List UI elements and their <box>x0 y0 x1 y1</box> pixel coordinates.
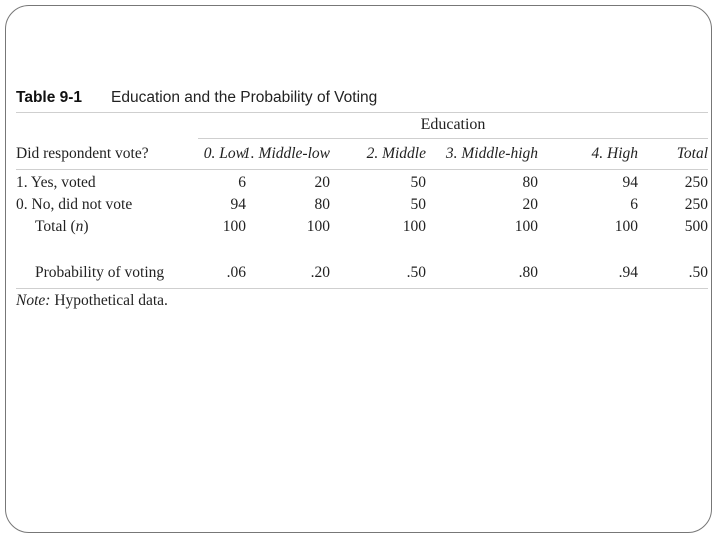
row-label: 1. Yes, voted <box>16 174 96 191</box>
row-label: Probability of voting <box>35 264 165 281</box>
table-title: Education and the Probability of Voting <box>111 89 378 106</box>
column-header-row <box>16 145 708 167</box>
table-cell: 20 <box>314 174 330 191</box>
table-cell: 250 <box>684 196 708 213</box>
table-cell: 50 <box>410 174 426 191</box>
table-row <box>16 174 708 196</box>
row-label-variable: n <box>75 218 84 235</box>
note-text: Hypothetical data. <box>50 292 168 309</box>
slide-frame <box>5 5 712 533</box>
column-header-high: 4. High <box>591 145 638 162</box>
table-cell: 500 <box>684 218 708 235</box>
table-cell: 100 <box>306 218 330 235</box>
table-bottom-divider <box>16 288 708 289</box>
data-table <box>16 89 708 309</box>
table-cell: 94 <box>622 174 638 191</box>
table-cell: 100 <box>514 218 538 235</box>
column-header-middle-high: 3. Middle-high <box>445 145 538 162</box>
table-cell: 6 <box>630 196 638 213</box>
caption-divider <box>16 112 708 113</box>
table-cell: 100 <box>222 218 246 235</box>
table-row <box>16 218 708 240</box>
table-cell: .50 <box>688 264 708 281</box>
group-header-divider <box>198 138 708 139</box>
table-cell: .80 <box>518 264 538 281</box>
row-label-header: Did respondent vote? <box>16 145 149 162</box>
table-cell: 94 <box>230 196 246 213</box>
table-cell: 6 <box>238 174 246 191</box>
note-label: Note: <box>16 292 51 309</box>
table-number: Table 9-1 <box>16 89 83 106</box>
table-cell: 20 <box>522 196 538 213</box>
table-cell: 100 <box>402 218 426 235</box>
column-header-middle: 2. Middle <box>366 145 426 162</box>
education-group-header: Education <box>420 116 486 133</box>
table-cell: .20 <box>310 264 330 281</box>
table-row <box>16 264 708 286</box>
row-label-prefix: Total ( <box>35 218 76 235</box>
table-cell: 80 <box>314 196 330 213</box>
table-cell: 250 <box>684 174 708 191</box>
table-cell: 100 <box>614 218 638 235</box>
table-note <box>16 292 168 310</box>
table-cell: 80 <box>522 174 538 191</box>
column-header-low: 0. Low <box>203 145 246 162</box>
table-row <box>16 196 708 218</box>
row-label-suffix: ) <box>83 218 89 235</box>
row-label <box>35 218 89 236</box>
header-divider <box>16 169 708 170</box>
column-header-total: Total <box>676 145 708 162</box>
table-cell: 50 <box>410 196 426 213</box>
row-label: 0. No, did not vote <box>16 196 133 213</box>
table-cell: .50 <box>406 264 426 281</box>
column-header-middle-low: 1. Middle-low <box>243 145 330 162</box>
table-cell: .06 <box>226 264 246 281</box>
table-caption <box>16 89 708 111</box>
table-cell: .94 <box>618 264 638 281</box>
